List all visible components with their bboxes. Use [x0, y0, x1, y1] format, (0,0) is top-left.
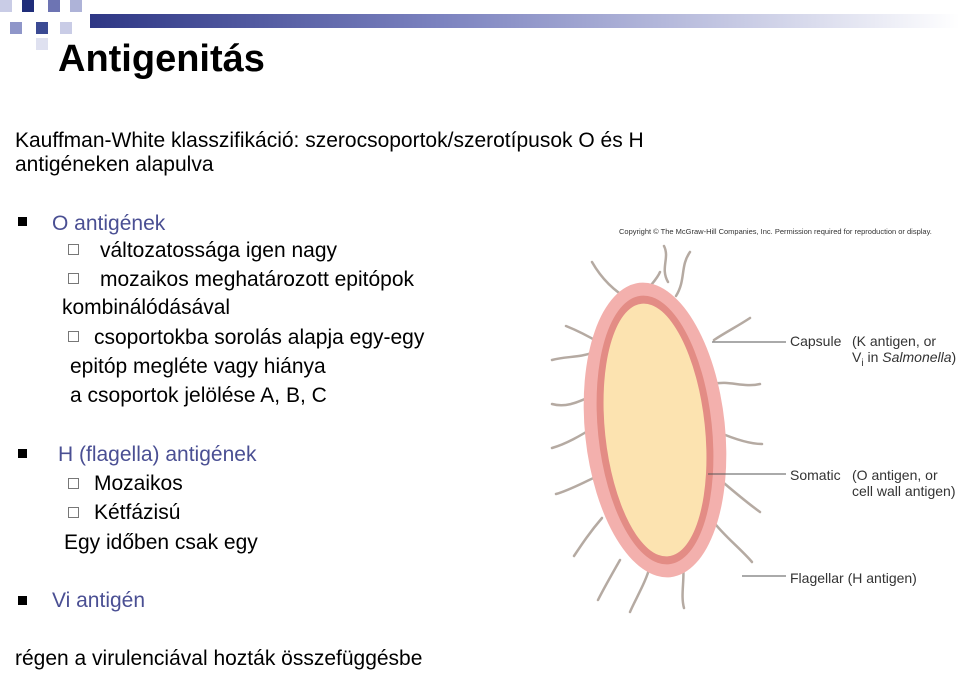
- sub-bullet-o-2: [68, 273, 79, 284]
- sub-bullet-h-1: [68, 478, 79, 489]
- capsule-label: Capsule: [790, 333, 842, 349]
- h-item-one-at-a-time: Egy időben csak egy: [64, 531, 258, 554]
- sub-bullet-h-2: [68, 507, 79, 518]
- capsule-desc-2: $V_i$ in Salmonella): [852, 349, 957, 369]
- bullet-h-antigen: [18, 449, 27, 458]
- sub-bullet-o-1: [68, 244, 79, 255]
- vi-antigen-heading: Vi antigén: [52, 589, 146, 612]
- o-antigen-heading: O antigének: [52, 212, 166, 235]
- h-item-mosaic: Mozaikos: [94, 472, 183, 495]
- h-antigen-heading: H (flagella) antigének: [58, 443, 257, 466]
- h-item-diphasic: Kétfázisú: [94, 501, 181, 524]
- o-item-variability: változatossága igen nagy: [100, 239, 337, 262]
- o-item-grouping-cont-2: a csoportok jelölése A, B, C: [70, 384, 327, 407]
- somatic-desc-2: cell wall antigen): [852, 483, 956, 499]
- capsule-desc-1: (K antigen, or: [852, 333, 937, 349]
- sub-bullet-o-3: [68, 331, 79, 342]
- bullet-o-antigen: [18, 217, 27, 226]
- o-item-grouping: csoportokba sorolás alapja egy-egy: [94, 326, 425, 349]
- label-leader-lines: [700, 330, 790, 590]
- o-item-mosaic-cont: kombinálódásával: [62, 296, 231, 319]
- somatic-desc-1: (O antigen, or: [852, 467, 938, 483]
- bullet-vi-antigen: [18, 596, 27, 605]
- footer-text: régen a virulenciával hozták összefüggésbe: [15, 647, 423, 670]
- o-item-grouping-cont-1: epitóp megléte vagy hiánya: [70, 355, 326, 378]
- intro-line-1: Kauffman-White klasszifikáció: szerocsoportok/szerotípusok O és H: [15, 129, 644, 152]
- page-title: Antigenitás: [58, 38, 265, 80]
- o-item-mosaic: mozaikos meghatározott epitópok: [100, 268, 415, 291]
- somatic-label: Somatic: [790, 467, 841, 483]
- flagellar-label: Flagellar (H antigen): [790, 570, 917, 586]
- intro-line-2: antigéneken alapulva: [15, 153, 214, 176]
- figure-copyright: Copyright © The McGraw-Hill Companies, Inc. Permission required for reproduction or display.: [619, 227, 932, 236]
